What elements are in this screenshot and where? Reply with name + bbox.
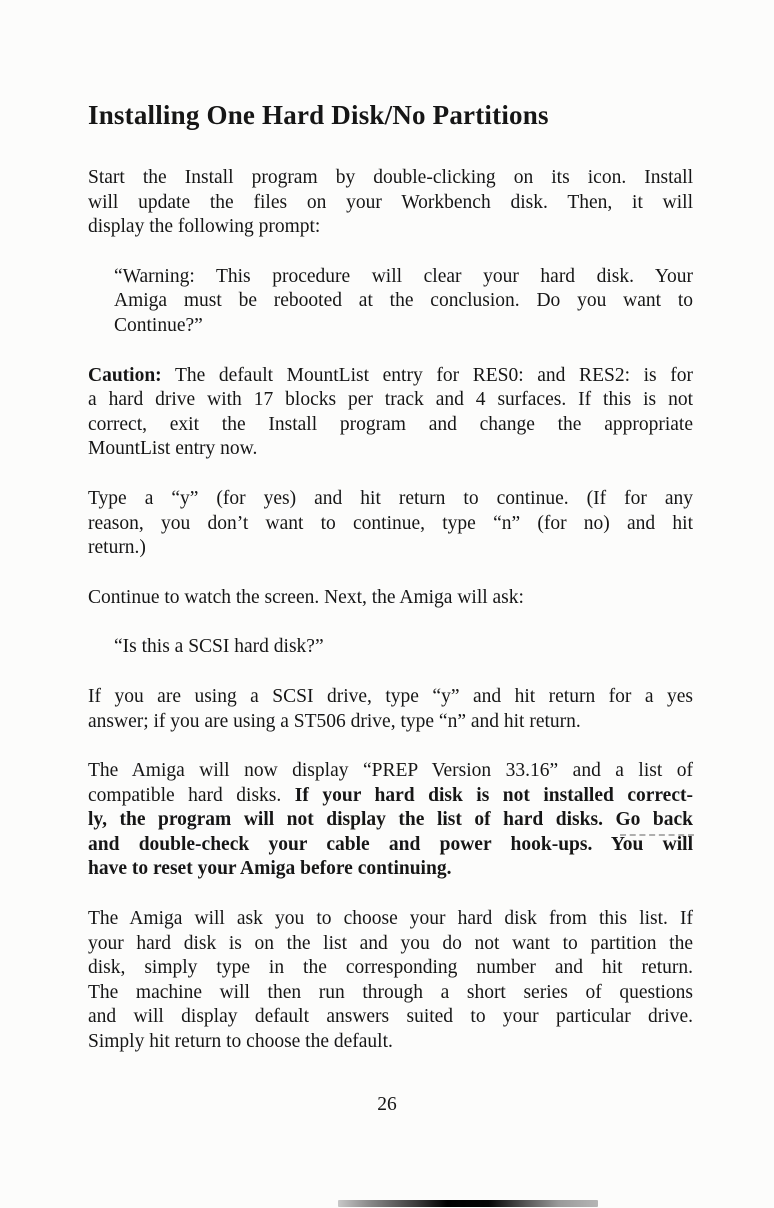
text-line: display the following prompt: [88,216,321,238]
paragraph [88,685,693,734]
paragraph [88,487,693,561]
text-line: Caution: The default MountList entry for RES0: and RES2: is for [88,364,693,386]
page-number: 26 [377,1094,397,1115]
text-line: Start the Install program by double-clicking on its icon. Install [88,167,693,188]
quoted-prompt [88,265,693,339]
body-text [88,166,693,1055]
paragraph [88,586,693,611]
paragraph [88,364,693,462]
text-line: compatible hard disks. If your hard disk is not installed correct- [88,784,693,806]
paragraph [88,759,693,882]
text-line: your hard disk is on the list and you do not want to partition the [88,932,693,954]
scan-dash-artifact [620,834,694,836]
text-line: Continue to watch the screen. Next, the Amiga will ask: [88,586,524,608]
paragraph [88,907,693,1055]
text-line: The Amiga will ask you to choose your hard disk from this list. If [88,908,693,930]
text-line: MountList entry now. [88,438,258,460]
text-line: ly, the program will not display the list of hard disks. Go back [88,809,693,831]
text-line: and double-check your cable and power hook-ups. You will [88,833,693,855]
text-line: disk, simply type in the corresponding number and hit return. [88,957,693,979]
paragraph [88,166,693,240]
section-heading: Installing One Hard Disk/No Partitions [88,100,549,130]
text-line: correct, exit the Install program and change the appropriate [88,413,693,435]
text-line: will update the files on your Workbench disk. Then, it will [88,191,693,213]
text-line: answer; if you are using a ST506 drive, type “n” and hit return. [88,710,581,732]
text-line: Type a “y” (for yes) and hit return to continue. (If for any [88,487,693,509]
text-line: “Is this a SCSI hard disk?” [114,636,324,658]
text-line: and will display default answers suited to your particular drive. [88,1006,693,1028]
text-line: have to reset your Amiga before continuing. [88,858,452,880]
text-line: Amiga must be rebooted at the conclusion. Do you want to [114,290,693,312]
page-content [88,101,693,1080]
text-line: return.) [88,537,146,559]
text-line: If you are using a SCSI drive, type “y” and hit return for a yes [88,685,693,707]
text-line: The machine will then run through a short series of questions [88,981,693,1003]
text-line: a hard drive with 17 blocks per track and 4 surfaces. If this is not [88,389,693,411]
text-line: Simply hit return to choose the default. [88,1031,393,1053]
text-line: reason, you don’t want to continue, type “n” (for no) and hit [88,512,693,534]
scan-smudge-artifact [338,1200,598,1207]
text-line: “Warning: This procedure will clear your hard disk. Your [114,265,693,287]
text-line: The Amiga will now display “PREP Version 33.16” and a list of [88,760,693,782]
text-line: Continue?” [114,314,203,336]
quoted-prompt [88,635,693,660]
